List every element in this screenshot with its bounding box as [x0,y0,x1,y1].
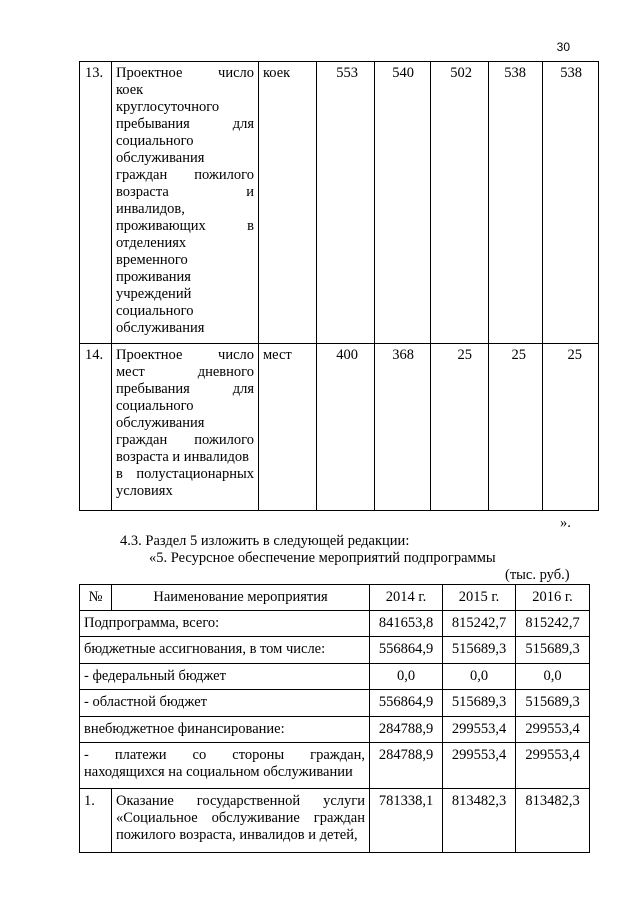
indicator-name-line: Проектное число [116,65,254,81]
value-cell: 515689,3 [516,690,590,717]
value-cell: 815242,7 [443,611,516,637]
indicators-table [79,61,599,511]
table-row [80,637,590,664]
row-name-line: находящихся на социальном обслуживании [84,764,353,780]
header-num: № [80,585,112,611]
row-name-line: пожилого возраста, инвалидов и детей, [116,827,358,843]
table-row [80,743,590,789]
indicator-name-line: отделениях [116,235,187,251]
table-row [80,789,590,853]
value-cell: 538 [543,62,599,344]
table-row [80,664,590,690]
row-name: бюджетные ассигнования, в том числе: [80,637,370,664]
closing-quote: ». [560,515,571,531]
indicator-name-line: мест дневного [116,364,254,380]
value-cell: 400 [317,344,375,511]
table-row [80,611,590,637]
header-2014: 2014 г. [370,585,443,611]
indicator-name-line: проживания [116,269,191,285]
value-cell: 0,0 [443,664,516,690]
indicator-name-line: обслуживания [116,150,205,166]
indicator-name-line: Проектное число [116,347,254,363]
value-cell: 299553,4 [516,743,590,789]
value-cell: 781338,1 [370,789,443,853]
row-name [112,789,370,853]
indicator-name-line: социального [116,303,194,319]
value-cell: 299553,4 [516,717,590,743]
indicator-name-line: инвалидов, [116,201,185,217]
value-cell: 25 [543,344,599,511]
row-name [80,743,370,789]
indicator-name-line: граждан пожилого [116,432,254,448]
value-cell: 515689,3 [516,637,590,664]
value-cell: 515689,3 [443,690,516,717]
value-cell: 284788,9 [370,717,443,743]
indicator-name-line: круглосуточного [116,99,220,115]
indicator-name-line: социального [116,398,194,414]
value-cell: 0,0 [370,664,443,690]
value-cell: 553 [317,62,375,344]
indicator-name-line: возраста и [116,184,254,200]
indicator-name-line: обслуживания [116,415,205,431]
unit-cell: коек [259,62,317,344]
section-instruction: 4.3. Раздел 5 изложить в следующей редакции: [120,533,410,549]
indicator-name-line: возраста и инвалидов [116,449,250,465]
value-cell: 299553,4 [443,717,516,743]
value-cell: 538 [489,62,543,344]
indicator-name-line: пребывания для [116,381,254,397]
table-row [80,690,590,717]
unit-note: (тыс. руб.) [505,567,570,583]
indicator-name-line: коек [116,82,144,98]
header-name: Наименование мероприятия [112,585,370,611]
value-cell: 25 [489,344,543,511]
value-cell: 25 [431,344,489,511]
page-number: 30 [556,40,570,54]
value-cell: 813482,3 [516,789,590,853]
value-cell: 515689,3 [443,637,516,664]
row-number: 13. [80,62,112,344]
header-2015: 2015 г. [443,585,516,611]
value-cell: 299553,4 [443,743,516,789]
row-name: Подпрограмма, всего: [80,611,370,637]
table-row [80,717,590,743]
indicator-name-line: условиях [116,483,173,499]
indicator-name-line: социального [116,133,194,149]
indicator-name-line: обслуживания [116,320,205,336]
header-2016: 2016 г. [516,585,590,611]
value-cell: 813482,3 [443,789,516,853]
section-title: «5. Ресурсное обеспечение мероприятий подпрограммы [149,550,496,566]
table-row [80,344,599,511]
indicator-name-line: проживающих в [116,218,254,234]
table-header-row [80,585,590,611]
resources-table [79,584,590,853]
value-cell: 502 [431,62,489,344]
indicator-name-line: пребывания для [116,116,254,132]
value-cell: 284788,9 [370,743,443,789]
indicator-name [112,344,259,511]
value-cell: 556864,9 [370,637,443,664]
row-name-line: Оказание государственной услуги [116,793,365,809]
row-number: 14. [80,344,112,511]
row-number: 1. [80,789,112,853]
indicator-name-line: граждан пожилого [116,167,254,183]
unit-cell: мест [259,344,317,511]
row-name-line: «Социальное обслуживание граждан [116,810,365,826]
value-cell: 815242,7 [516,611,590,637]
indicator-name [112,62,259,344]
value-cell: 0,0 [516,664,590,690]
row-name-line: - платежи со стороны граждан, [84,747,365,763]
row-name: - федеральный бюджет [80,664,370,690]
row-name: - областной бюджет [80,690,370,717]
indicator-name-line: учреждений [116,286,192,302]
table-row [80,62,599,344]
value-cell: 368 [375,344,431,511]
value-cell: 556864,9 [370,690,443,717]
indicator-name-line: временного [116,252,188,268]
row-name: внебюджетное финансирование: [80,717,370,743]
value-cell: 841653,8 [370,611,443,637]
value-cell: 540 [375,62,431,344]
indicator-name-line: в полустационарных [116,466,254,482]
